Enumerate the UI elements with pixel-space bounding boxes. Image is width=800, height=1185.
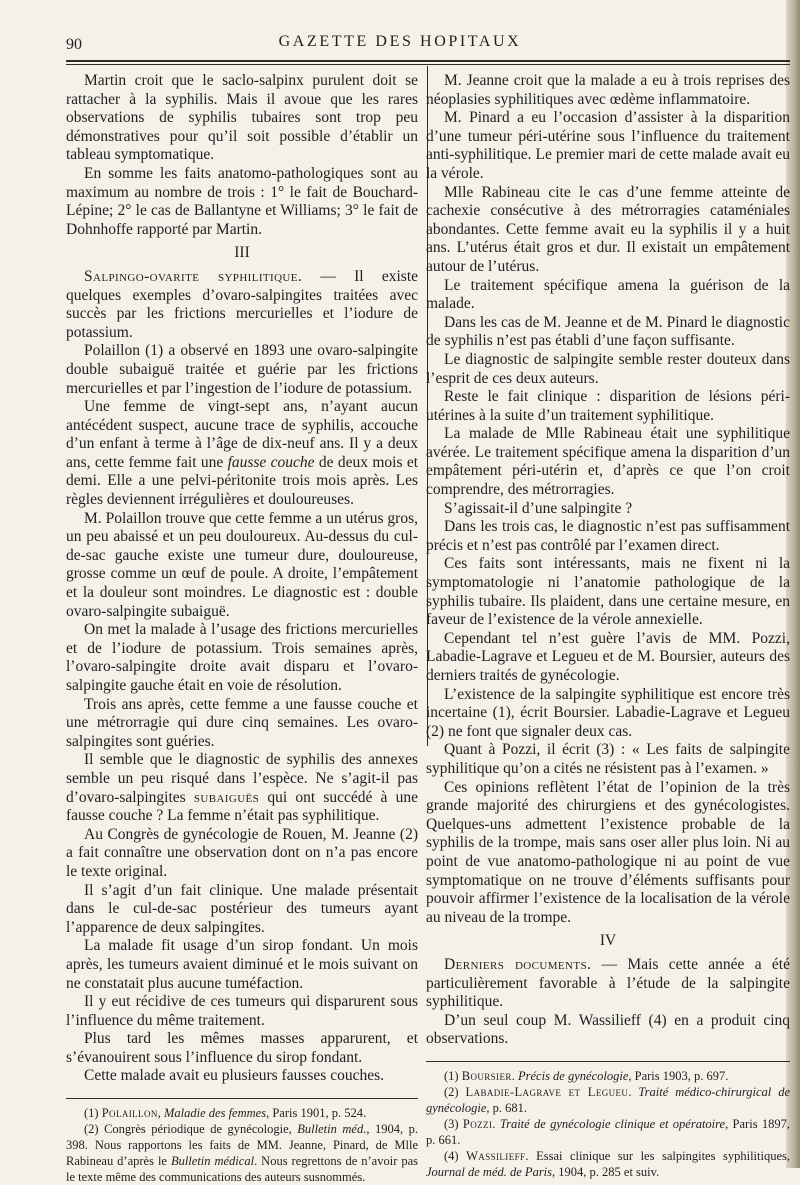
paragraph: Ces faits sont intéressants, mais ne fixent ni la symptomatologie ni l’anatomie pathologique de la syphilis tubaire. Ils plaident, dans une certaine mesure, en faveur de l’existence de la vérole annexielle. bbox=[426, 555, 790, 629]
paragraph: Dans les cas de M. Jeanne et de M. Pinard le diagnostic de syphilis n’est pas établi d’une façon suffisante. bbox=[426, 313, 790, 350]
paragraph: Martin croit que le saclo-salpinx purulent doit se rattacher à la syphilis. Mais il avoue que les rares observations de syphilis tubaires sont trop peu démonstratives pour qu’il soit possible d’établir un tableau symptomatique. bbox=[66, 72, 418, 164]
paragraph: Ces opinions reflètent l’état de l’opinion de la très grande majorité des chirurgiens et des gynécologistes. Quelques-uns admettent l’existence probable de la syphilis de la trompe, mais sans oser aller plus loin. Ni au point de vue anatomo-pathologique ni au point de vue symptomatique on ne trouve d’éléments suffisants pour pouvoir affirmer l’existence de la localisation de la vérole au niveau de la trompe. bbox=[426, 778, 790, 926]
paragraph: Quant à Pozzi, il écrit (3) : « Les faits de salpingite syphilitique qu’on a cités ne résistent pas à l’examen. » bbox=[426, 741, 790, 777]
page-number: 90 bbox=[66, 36, 82, 53]
run-in-heading: Salpingo-ovarite syphilitique. bbox=[84, 267, 303, 285]
paragraph: Trois ans après, cette femme a une fausse couche et une métrorragie qui dure cinq semaines. Les ovaro-salpingites sont guéries. bbox=[66, 695, 418, 750]
footnote-rule bbox=[66, 1098, 418, 1099]
paragraph: La malade de Mlle Rabineau était une syphilitique avérée. Le traitement spécifique amena la disparition d’un empâtement péri-utérin et, d’après ce que l’on croit comprendre, des métrorragies. bbox=[426, 425, 790, 499]
section-heading: III bbox=[234, 244, 250, 262]
paragraph: Cette malade avait eu plusieurs fausses couches. bbox=[84, 1067, 384, 1085]
paragraph: Le diagnostic de salpingite semble rester douteux dans l’esprit de ces deux auteurs. bbox=[426, 350, 790, 387]
section-heading: IV bbox=[599, 932, 617, 950]
paragraph: Polaillon (1) a observé en 1893 une ovaro-salpingite double subaiguë traitée et guérie par les frictions mercurielles et par l’ingestion de l’iodure de potassium. bbox=[66, 342, 418, 397]
paragraph: Derniers documents. — Mais cette année a été particulièrement favorable à l’étude de la salpingite syphilitique. bbox=[426, 955, 790, 1011]
footnote: (2) Labadie-Lagrave et Legueu. Traité médico-chirurgical de gynécologie, p. 681. bbox=[426, 1084, 791, 1115]
paragraph: On met la malade à l’usage des frictions mercurielles et de l’iodure de potassium. Trois semaines après, l’ovaro-salpingite droite avait disparu et l’ovaro-salpingite gauche était en voie de résolution. bbox=[66, 621, 418, 694]
paragraph: Reste le fait clinique : disparition de lésions péri-utérines à la suite d’un traitement syphilitique. bbox=[426, 388, 790, 424]
footnote-rule bbox=[426, 1061, 790, 1062]
paragraph: Il y eut récidive de ces tumeurs qui disparurent sous l’influence du même traitement. bbox=[66, 993, 418, 1029]
paragraph: Cependant tel n’est guère l’avis de MM. Pozzi, Labadie-Lagrave et Legueu et de M. Boursier, auteurs des derniers traités de gynécologie. bbox=[426, 629, 790, 684]
paragraph: Au Congrès de gynécologie de Rouen, M. Jeanne (2) a fait connaître une observation dont on n’a pas encore le texte original. bbox=[66, 825, 418, 880]
footnote: (3) Pozzi. Traité de gynécologie clinique et opératoire, Paris 1897, p. 661. bbox=[426, 1116, 791, 1147]
paragraph: Dans les trois cas, le diagnostic n’est pas suffisamment précis et n’est pas contrôlé par l’examen direct. bbox=[426, 518, 790, 554]
footnote: (4) Wassilieff. Essai clinique sur les salpingites syphilitiques, Journal de méd. de Paris, 1904, p. 285 et suiv. bbox=[426, 1148, 791, 1179]
footnote: (1) Polaillon, Maladie des femmes, Paris 1901, p. 524. bbox=[84, 1106, 367, 1121]
paragraph: Plus tard les mêmes masses apparurent, et s’évanouirent sous l’influence du sirop fondant. bbox=[66, 1030, 418, 1066]
left-column bbox=[66, 72, 418, 1185]
footnote: (2) Congrès périodique de gynécologie, Bulletin méd., 1904, p. 398. Nous rapportons les faits de MM. Jeanne, Pinard, de Mlle Rabineau d’après le Bulletin médical. Nous regrettons de n’avoir pas le texte même des communications des auteurs susnommés. bbox=[66, 1122, 418, 1185]
footnote: (1) Boursier. Précis de gynécologie, Paris 1903, p. 697. bbox=[444, 1068, 729, 1083]
header-rule-thick bbox=[66, 60, 790, 62]
paragraph: Une femme de vingt-sept ans, n’ayant aucun antécédent suspect, aucune trace de syphilis, accouche d’un enfant à terme à l’âge de dix-neuf ans. Il y a deux ans, cette femme fait une fausse couche de deux mois et demi. Elle a une pelvi-péritonite trois mois après. Les règles deviennent irrégulières et douloureuses. bbox=[66, 398, 418, 509]
paragraph: M. Jeanne croit que la malade a eu à trois reprises des néoplasies syphilitiques avec œdème inflammatoire. bbox=[426, 72, 790, 108]
paragraph: Le traitement spécifique amena la guérison de la malade. bbox=[426, 276, 790, 313]
paragraph: La malade fit usage d’un sirop fondant. Un mois après, les tumeurs avaient diminué et le mois suivant on ne constatait plus aucune tuméfaction. bbox=[66, 937, 418, 992]
paragraph: L’existence de la salpingite syphilitique est encore très incertaine (1), écrit Boursier. Labadie-Lagrave et Legueu (2) ne font que signaler deux cas. bbox=[426, 685, 790, 740]
paragraph: En somme les faits anatomo-pathologiques sont au maximum au nombre de trois : 1° le fait de Bouchard-Lépine; 2° le cas de Ballantyne et Williams; 3° le fait de Dohnhoffe rapporté par Martin. bbox=[66, 164, 418, 238]
paragraph: D’un seul coup M. Wassilieff (4) en a produit cinq observations. bbox=[426, 1011, 790, 1048]
run-in-heading: Derniers documents. bbox=[444, 955, 592, 973]
paragraph: M. Polaillon trouve que cette femme a un utérus gros, un peu abaissé et un peu douloureux. Au-dessus du cul-de-sac gauche existe une tumeur dure, douloureuse, grosse comme un œuf de poule. A droite, l’empâtement et la douleur sont moindres. Le diagnostic est : double ovaro-salpingite subaiguë. bbox=[66, 509, 418, 620]
paragraph: M. Pinard a eu l’occasion d’assister à la disparition d’une tumeur péri-utérine sous l’influence du traitement anti-syphilitique. Le premier mari de cette malade avait eu la vérole. bbox=[426, 109, 790, 182]
paragraph: Il semble que le diagnostic de syphilis des annexes semble un peu risqué dans l’espèce. Ne s’agit-il pas d’ovaro-salpingites subaiguës qui ont succédé à une fausse couche ? La femme n’était pas syphilitique. bbox=[66, 751, 418, 825]
paragraph: Il s’agit d’un fait clinique. Une malade présentait dans le cul-de-sac postérieur des tumeurs ayant l’apparence de deux salpingites. bbox=[66, 881, 418, 936]
running-title: GAZETTE DES HOPITAUX bbox=[278, 33, 522, 50]
paragraph: S’agissait-il d’une salpingite ? bbox=[444, 499, 633, 517]
right-column bbox=[426, 72, 790, 1180]
paragraph: Mlle Rabineau cite le cas d’une femme atteinte de cachexie consécutive à des métrorragies cataméniales abondantes. Cette femme avait eu la syphilis il y a huit ans. L’utérus était gros et dur. Il existait un empâtement autour de l’utérus. bbox=[426, 183, 790, 275]
paragraph: Salpingo-ovarite syphilitique. — Il existe quelques exemples d’ovaro-salpingites traitées avec succès par les frictions mercurielles et l’iodure de potassium. bbox=[66, 267, 419, 341]
header-rule-thin bbox=[66, 64, 790, 65]
